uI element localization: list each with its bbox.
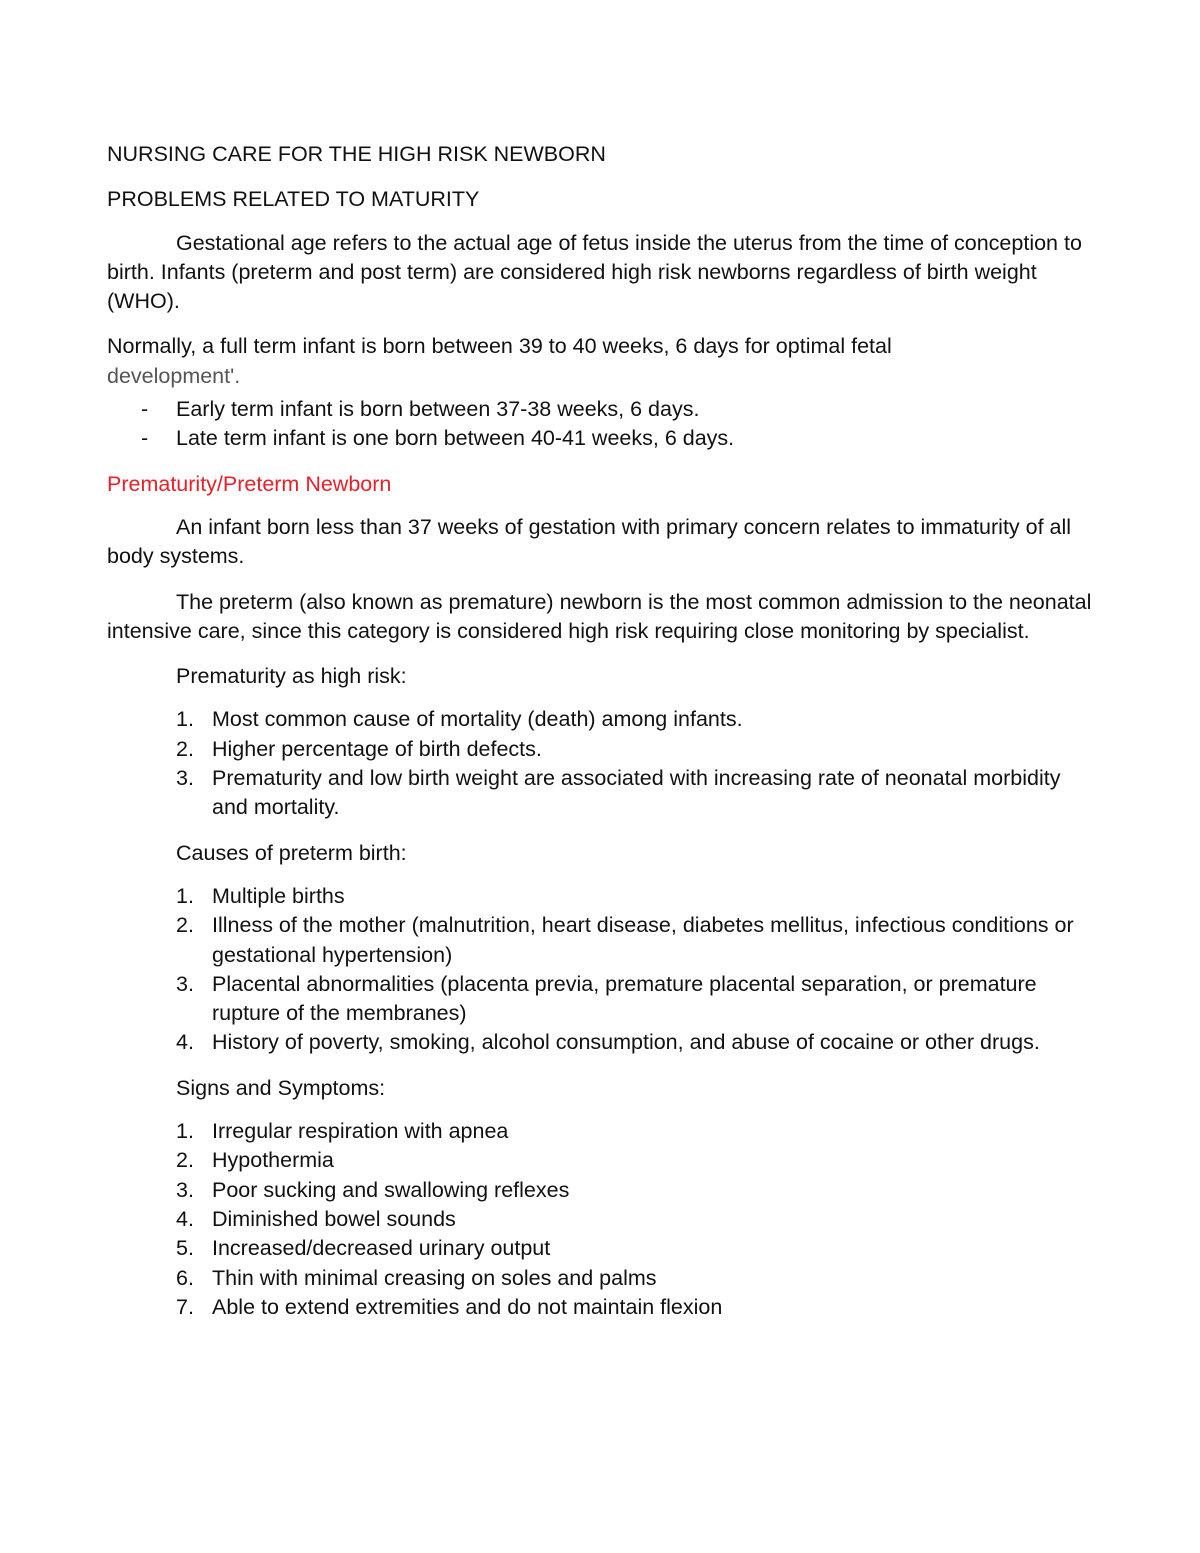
list-item-text: Irregular respiration with apnea: [212, 1119, 509, 1144]
preterm-definition: An infant born less than 37 weeks of gestation with primary concern relates to immaturity of all body systems.: [107, 514, 1072, 569]
list-number: 3.: [176, 971, 194, 996]
dash-marker: -: [141, 426, 149, 451]
document-subtitle: PROBLEMS RELATED TO MATURITY: [107, 187, 480, 212]
document-title: NURSING CARE FOR THE HIGH RISK NEWBORN: [107, 142, 606, 166]
list-number: 1.: [176, 1119, 194, 1144]
list-item-text: Thin with minimal creasing on soles and palms: [212, 1265, 657, 1290]
term-list: [107, 395, 1097, 454]
intro-paragraph: Gestational age refers to the actual age of fetus inside the uterus from the time of conception to birth. Infants (preterm and post term) are considered high risk newborns regardless of birth weight (WHO).: [107, 230, 1082, 314]
list-number: 7.: [176, 1294, 194, 1319]
list-item-text: Late term infant is one born between 40-41 weeks, 6 days.: [176, 426, 735, 451]
list-item-text: Able to extend extremities and do not maintain flexion: [212, 1294, 723, 1319]
list-item-text: Most common cause of mortality (death) among infants.: [212, 707, 743, 732]
full-term-main: Normally, a full term infant is born between 39 to 40 weeks, 6 days for optimal fetal: [107, 334, 892, 359]
preterm-admission: The preterm (also known as premature) newborn is the most common admission to the neonatal intensive care, since this category is considered high risk requiring close monitoring by specialist.: [107, 589, 1092, 643]
list-number: 6.: [176, 1265, 194, 1290]
list-item: [107, 1028, 1097, 1057]
list-item: [107, 1293, 1097, 1322]
dash-marker: -: [141, 397, 149, 422]
list-number: 5.: [176, 1236, 194, 1261]
list-number: 1.: [176, 883, 194, 908]
list-item: [107, 911, 1097, 970]
list-number: 3.: [176, 766, 194, 791]
full-term-tail: development'.: [107, 363, 241, 388]
list-item-text: Diminished bowel sounds: [212, 1206, 456, 1231]
list-item: [107, 1264, 1097, 1293]
list-number: 2.: [176, 1148, 194, 1173]
causes-list: [107, 882, 1097, 1058]
signs-list: [107, 1117, 1097, 1322]
causes-label: Causes of preterm birth:: [176, 840, 407, 865]
list-item-text: Early term infant is born between 37-38 weeks, 6 days.: [176, 397, 700, 422]
list-item: [107, 764, 1097, 823]
list-item-text: Multiple births: [212, 883, 345, 908]
section-heading: Prematurity/Preterm Newborn: [107, 471, 392, 496]
list-item-text: Higher percentage of birth defects.: [212, 736, 542, 761]
list-item-text: History of poverty, smoking, alcohol consumption, and abuse of cocaine or other drugs.: [212, 1030, 1040, 1055]
list-number: 2.: [176, 736, 194, 761]
list-item: [107, 395, 1097, 424]
list-item: [107, 882, 1097, 911]
signs-label: Signs and Symptoms:: [176, 1075, 386, 1100]
high-risk-list: [107, 705, 1097, 822]
list-number: 1.: [176, 707, 194, 732]
list-number: 4.: [176, 1206, 194, 1231]
list-item: [107, 424, 1097, 453]
list-item: [107, 1234, 1097, 1263]
list-item: [107, 970, 1097, 1029]
list-item-text: Placental abnormalities (placenta previa, premature placental separation, or premature rupture of the membranes): [212, 971, 1037, 1026]
list-item-text: Hypothermia: [212, 1148, 334, 1173]
document-page: [107, 140, 1097, 1338]
list-item: [107, 1146, 1097, 1175]
full-term-paragraph: [107, 332, 1097, 391]
list-item: [107, 705, 1097, 734]
list-item-text: Illness of the mother (malnutrition, heart disease, diabetes mellitus, infectious conditions or gestational hypertension): [212, 913, 1074, 967]
list-item: [107, 735, 1097, 764]
list-item: [107, 1117, 1097, 1146]
high-risk-label: Prematurity as high risk:: [176, 664, 407, 689]
list-item-text: Increased/decreased urinary output: [212, 1236, 551, 1261]
list-item: [107, 1205, 1097, 1234]
list-number: 2.: [176, 913, 194, 938]
list-item-text: Prematurity and low birth weight are associated with increasing rate of neonatal morbidity and mortality.: [212, 766, 1061, 820]
list-number: 3.: [176, 1177, 194, 1202]
list-item: [107, 1176, 1097, 1205]
list-item-text: Poor sucking and swallowing reflexes: [212, 1177, 570, 1202]
list-number: 4.: [176, 1030, 194, 1055]
